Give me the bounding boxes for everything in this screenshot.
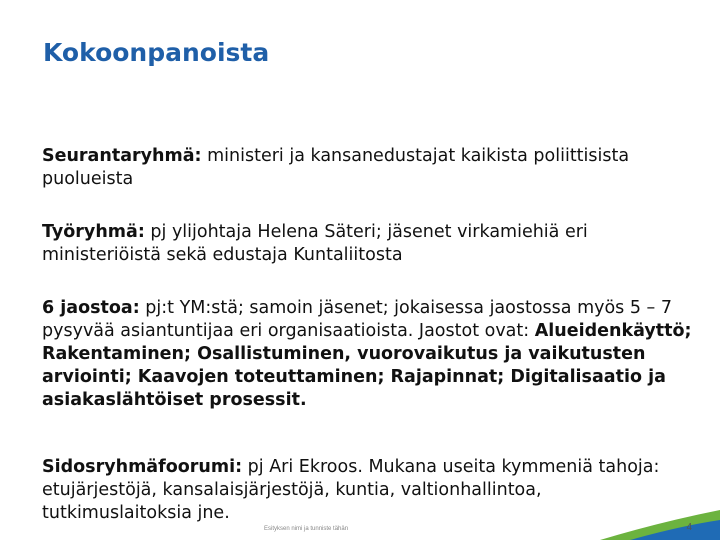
paragraph-text: pj Ari Ekroos. Mukana useita kymmeniä tahoja: etujärjestöjä, kansalaisjärjestöjä, kuntia, valtionhallintoa, tutkimuslaitoksia jne. — [42, 457, 660, 523]
paragraph-text: pj ylijohtaja Helena Säteri; jäsenet virkamiehiä eri ministeriöistä sekä edustaja Kuntaliitosta — [42, 222, 588, 265]
paragraph-bold-tail: Alueidenkäyttö; Rakentaminen; Osallistuminen, vuorovaikutus ja vaikutusten arviointi; Kaavojen toteuttaminen; Rajapinnat; Digitalisaatio ja asiakaslähtöiset prosessit. — [42, 321, 692, 410]
paragraph-jaostot — [42, 297, 692, 412]
slide-title: Kokoonpanoista — [43, 38, 270, 67]
paragraph-seurantaryhma — [42, 145, 692, 191]
paragraph-tyoryhma — [42, 221, 692, 267]
paragraph-label: Sidosryhmäfoorumi: — [42, 457, 243, 477]
paragraph-text: ministeri ja kansanedustajat kaikista poliittisista puolueista — [42, 146, 630, 189]
paragraph-label: Työryhmä: — [42, 222, 145, 242]
page-number: 4 — [686, 522, 692, 533]
corner-decoration — [590, 500, 720, 540]
paragraph-label: 6 jaostoa: — [42, 298, 140, 318]
paragraph-label: Seurantaryhmä: — [42, 146, 202, 166]
footer-text: Esityksen nimi ja tunniste tähän — [264, 526, 349, 532]
paragraph-text: pj:t YM:stä; samoin jäsenet; jokaisessa jaostossa myös 5 – 7 pysyvää asiantuntijaa eri organisaatioista. Jaostot ovat: — [42, 298, 672, 341]
